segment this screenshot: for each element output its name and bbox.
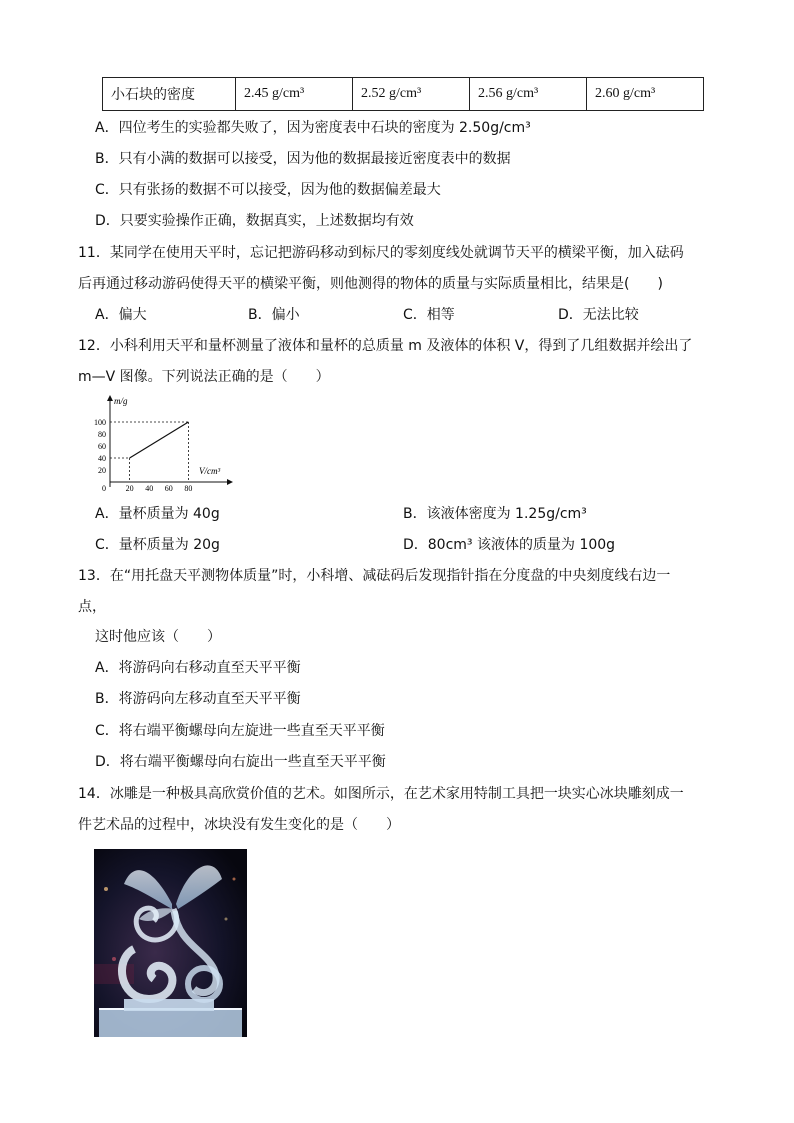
x-axis-label: V/cm³	[199, 466, 221, 476]
table-value-cell: 2.45 g/cm³	[236, 78, 353, 111]
q12-option-c: C．量杯质量为 20g	[95, 537, 220, 553]
chart-axes	[107, 395, 233, 487]
x-tick-label: 60	[164, 484, 173, 493]
table-value-cell: 2.56 g/cm³	[470, 78, 587, 111]
table-row	[103, 78, 704, 111]
q13-stem-line1: 13．在“用托盘天平测物体质量”时，小科增、减砝码后发现指针指在分度盘的中央刻度线右边一	[78, 568, 671, 584]
q11-stem-line2: 后再通过移动游码使得天平的横梁平衡，则他测得的物体的质量与实际质量相比，结果是( )	[78, 276, 663, 292]
m-v-chart	[86, 392, 236, 494]
q13-stem-line3: 这时他应该（ ）	[95, 629, 221, 645]
q11-option-d: D．无法比较	[558, 307, 639, 323]
y-tick-label: 100	[94, 418, 106, 427]
y-tick-label: 40	[98, 454, 106, 463]
q12-option-a: A．量杯质量为 40g	[95, 506, 220, 522]
x-axis-arrow	[227, 479, 233, 485]
q11-option-c: C．相等	[403, 307, 455, 323]
q13-stem-line2: 点，	[78, 599, 106, 615]
q10-option-b: B．只有小满的数据可以接受，因为他的数据最接近密度表中的数据	[95, 151, 511, 167]
q13-option-d: D．将右端平衡螺母向右旋出一些直至天平平衡	[95, 754, 386, 770]
q10-option-a: A．四位考生的实验都失败了，因为密度表中石块的密度为 2.50g/cm³	[95, 120, 531, 136]
q13-option-a: A．将游码向右移动直至天平平衡	[95, 660, 301, 676]
x-tick-label: 40	[145, 484, 154, 493]
y-axis-label: m/g	[114, 396, 128, 406]
table-label-cell: 小石块的密度	[103, 78, 236, 111]
q11-stem-line1: 11．某同学在使用天平时，忘记把游码移动到标尺的零刻度线处就调节天平的横梁平衡，加入砝码	[78, 245, 684, 261]
q12-stem-line1: 12．小科利用天平和量杯测量了液体和量杯的总质量 m 及液体的体积 V，得到了几组数据并绘出了	[78, 338, 693, 354]
q13-option-c: C．将右端平衡螺母向左旋进一些直至天平平衡	[95, 723, 385, 739]
series-line	[130, 422, 189, 458]
x-tick-label: 20	[125, 484, 134, 493]
density-table	[102, 77, 704, 111]
y-tick-label: 60	[98, 442, 106, 451]
q13-option-b: B．将游码向左移动直至天平平衡	[95, 691, 301, 707]
q12-option-b: B．该液体密度为 1.25g/cm³	[403, 506, 587, 522]
ice-sculpture-photo	[94, 849, 247, 1037]
ice-sculpture-image	[94, 849, 247, 1037]
q14-stem-line1: 14．冰雕是一种极具高欣赏价值的艺术。如图所示，在艺术家用特制工具把一块实心冰块雕刻成一	[78, 786, 684, 802]
q11-option-b: B．偏小	[248, 307, 300, 323]
table-value-cell: 2.52 g/cm³	[353, 78, 470, 111]
q12-option-d: D．80cm³ 该液体的质量为 100g	[403, 537, 616, 553]
q14-stem-line2: 件艺术品的过程中，冰块没有发生变化的是（ ）	[78, 817, 400, 833]
y-tick-label: 80	[98, 430, 106, 439]
q10-option-d: D．只要实验操作正确，数据真实，上述数据均有效	[95, 213, 414, 229]
q11-option-a: A．偏大	[95, 307, 147, 323]
y-axis-arrow	[107, 395, 113, 401]
y-tick-label: 20	[98, 466, 106, 475]
q10-option-c: C．只有张扬的数据不可以接受，因为他的数据偏差最大	[95, 182, 441, 198]
x-tick-label: 80	[184, 484, 193, 493]
table-value-cell: 2.60 g/cm³	[587, 78, 704, 111]
x-tick-label: 0	[102, 484, 106, 493]
q12-stem-line2: m—V 图像。下列说法正确的是（ ）	[78, 369, 330, 385]
